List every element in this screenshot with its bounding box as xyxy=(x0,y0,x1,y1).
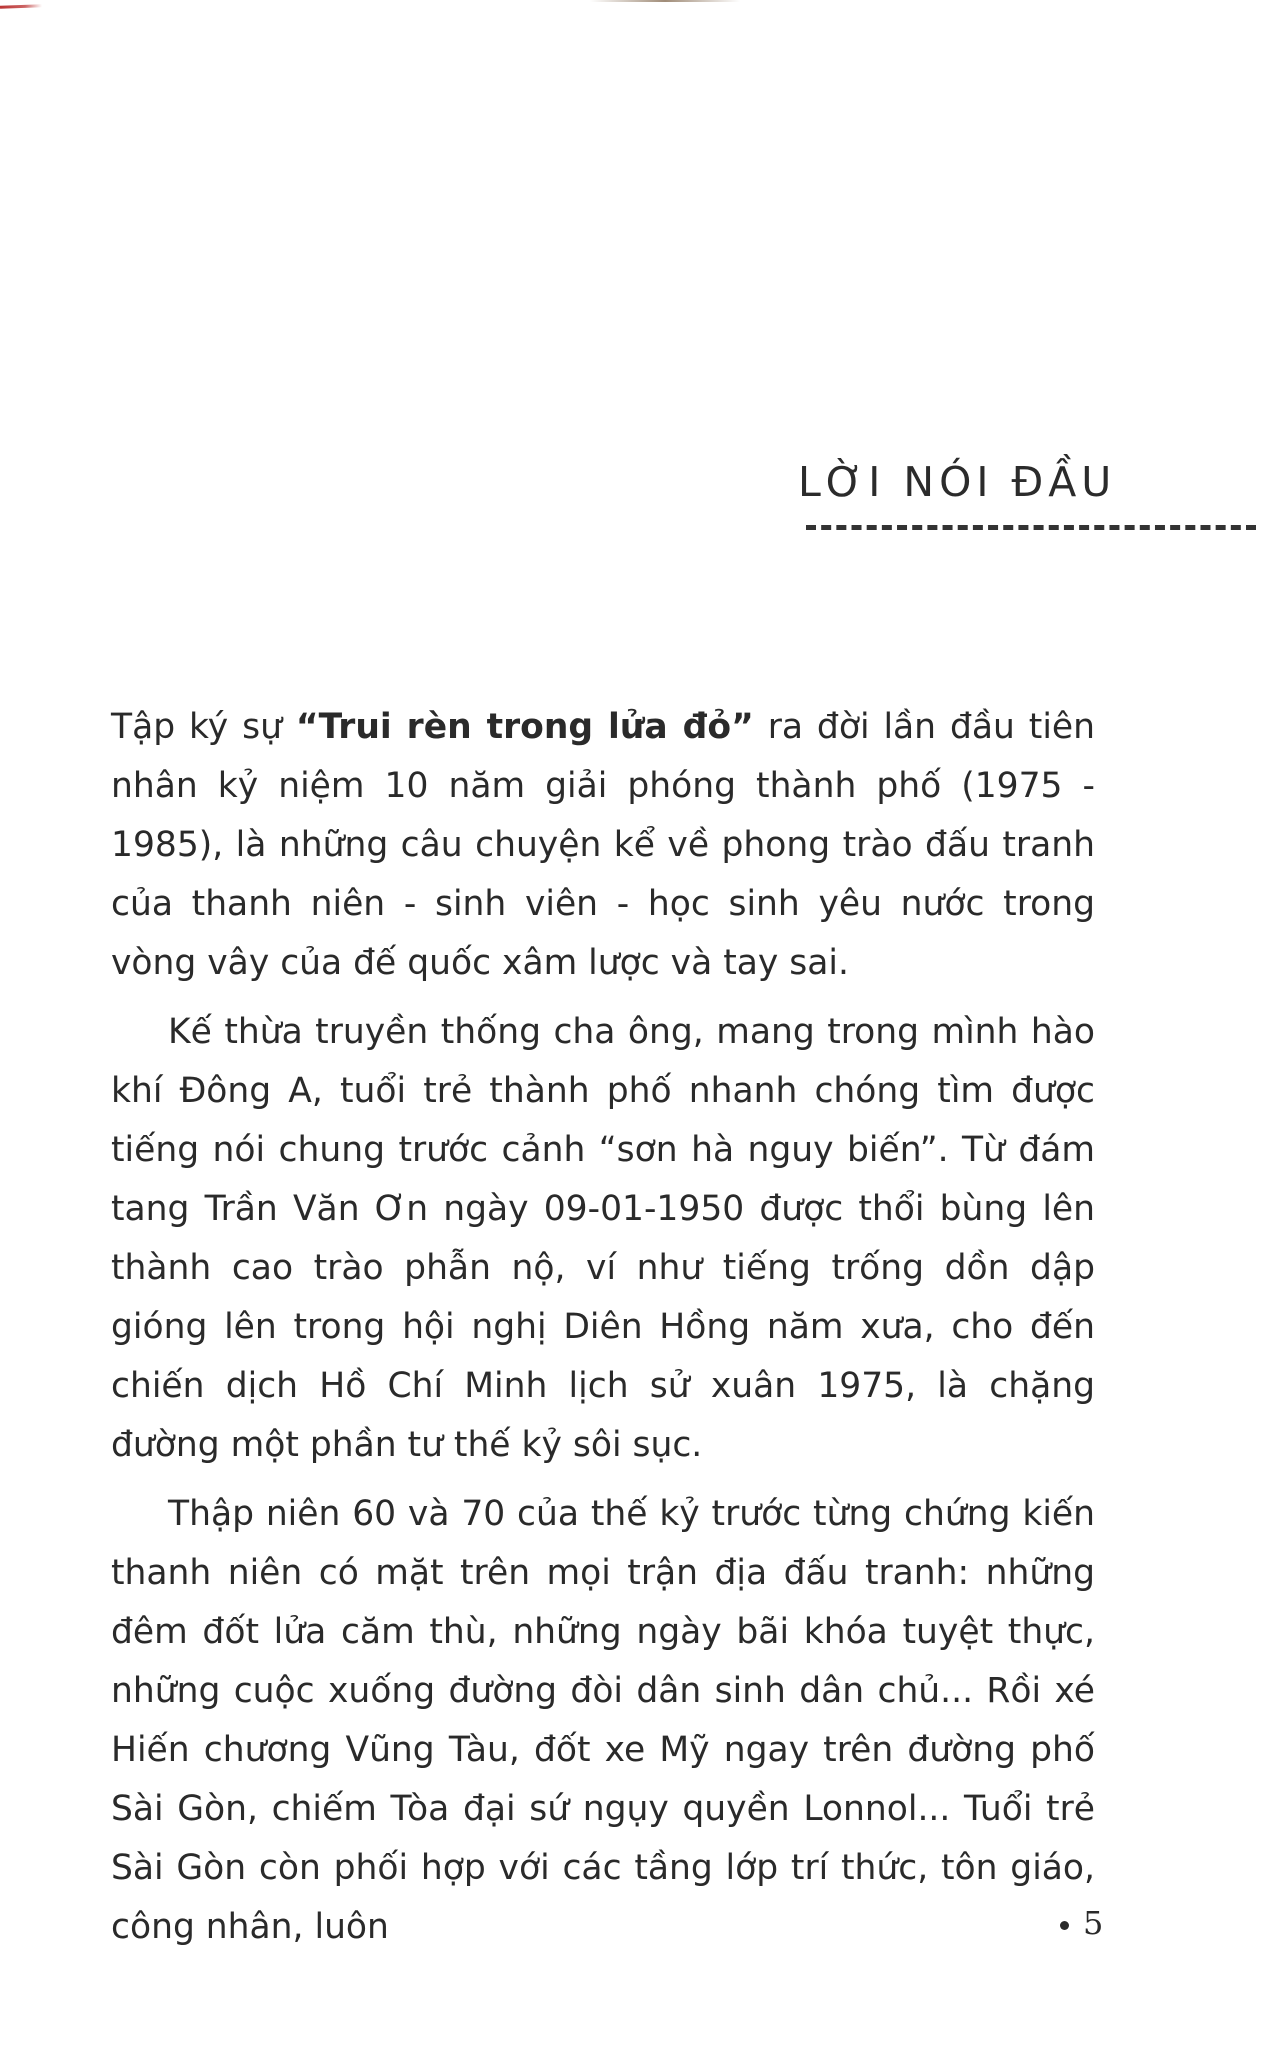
body-text xyxy=(111,698,1095,1967)
page-number xyxy=(1060,1904,1103,1942)
title-dashed-rule xyxy=(806,525,1256,530)
page-number-value: 5 xyxy=(1083,1904,1104,1942)
paragraph-3: Thập niên 60 và 70 của thế kỷ trước từng chứng kiến thanh niên có mặt trên mọi trận địa đấu tranh: những đêm đốt lửa căm thù, những ngày bãi khóa tuyệt thực, những cuộc xuống đường đòi dân sinh dân chủ... Rồi xé Hiến chương Vũng Tàu, đốt xe Mỹ ngay trên đường phố Sài Gòn, chiếm Tòa đại sứ ngụy quyền Lonnol... Tuổi trẻ Sài Gòn còn phối hợp với các tầng lớp trí thức, tôn giáo, công nhân, luôn xyxy=(111,1494,1095,1947)
page-number-bullet xyxy=(1060,1921,1069,1930)
paragraph-1-after: ra đời lần đầu tiên nhân kỷ niệm 10 năm giải phóng thành phố (1975 - 1985), là những câu chuyện kể về phong trào đấu tranh của thanh niên - sinh viên - học sinh yêu nước trong vòng vây của đế quốc xâm lược và tay sai. xyxy=(111,707,1095,983)
book-title-bold: “Trui rèn trong lửa đỏ” xyxy=(295,707,754,747)
chapter-title: LỜI NÓI ĐẦU xyxy=(798,458,1117,506)
paragraph-1-before: Tập ký sự xyxy=(111,707,296,747)
paragraph-1 xyxy=(111,698,1095,993)
paragraph-2: Kế thừa truyền thống cha ông, mang trong mình hào khí Đông A, tuổi trẻ thành phố nhanh chóng tìm được tiếng nói chung trước cảnh “sơn hà nguy biến”. Từ đám tang Trần Văn Ơn ngày 09-01-1950 được thổi bùng lên thành cao trào phẫn nộ, ví như tiếng trống dồn dập gióng lên trong hội nghị Diên Hồng năm xưa, cho đến chiến dịch Hồ Chí Minh lịch sử xuân 1975, là chặng đường một phần tư thế kỷ sôi sục. xyxy=(111,1012,1095,1465)
scan-top-edge xyxy=(590,0,740,2)
scan-corner-mark xyxy=(0,4,42,8)
